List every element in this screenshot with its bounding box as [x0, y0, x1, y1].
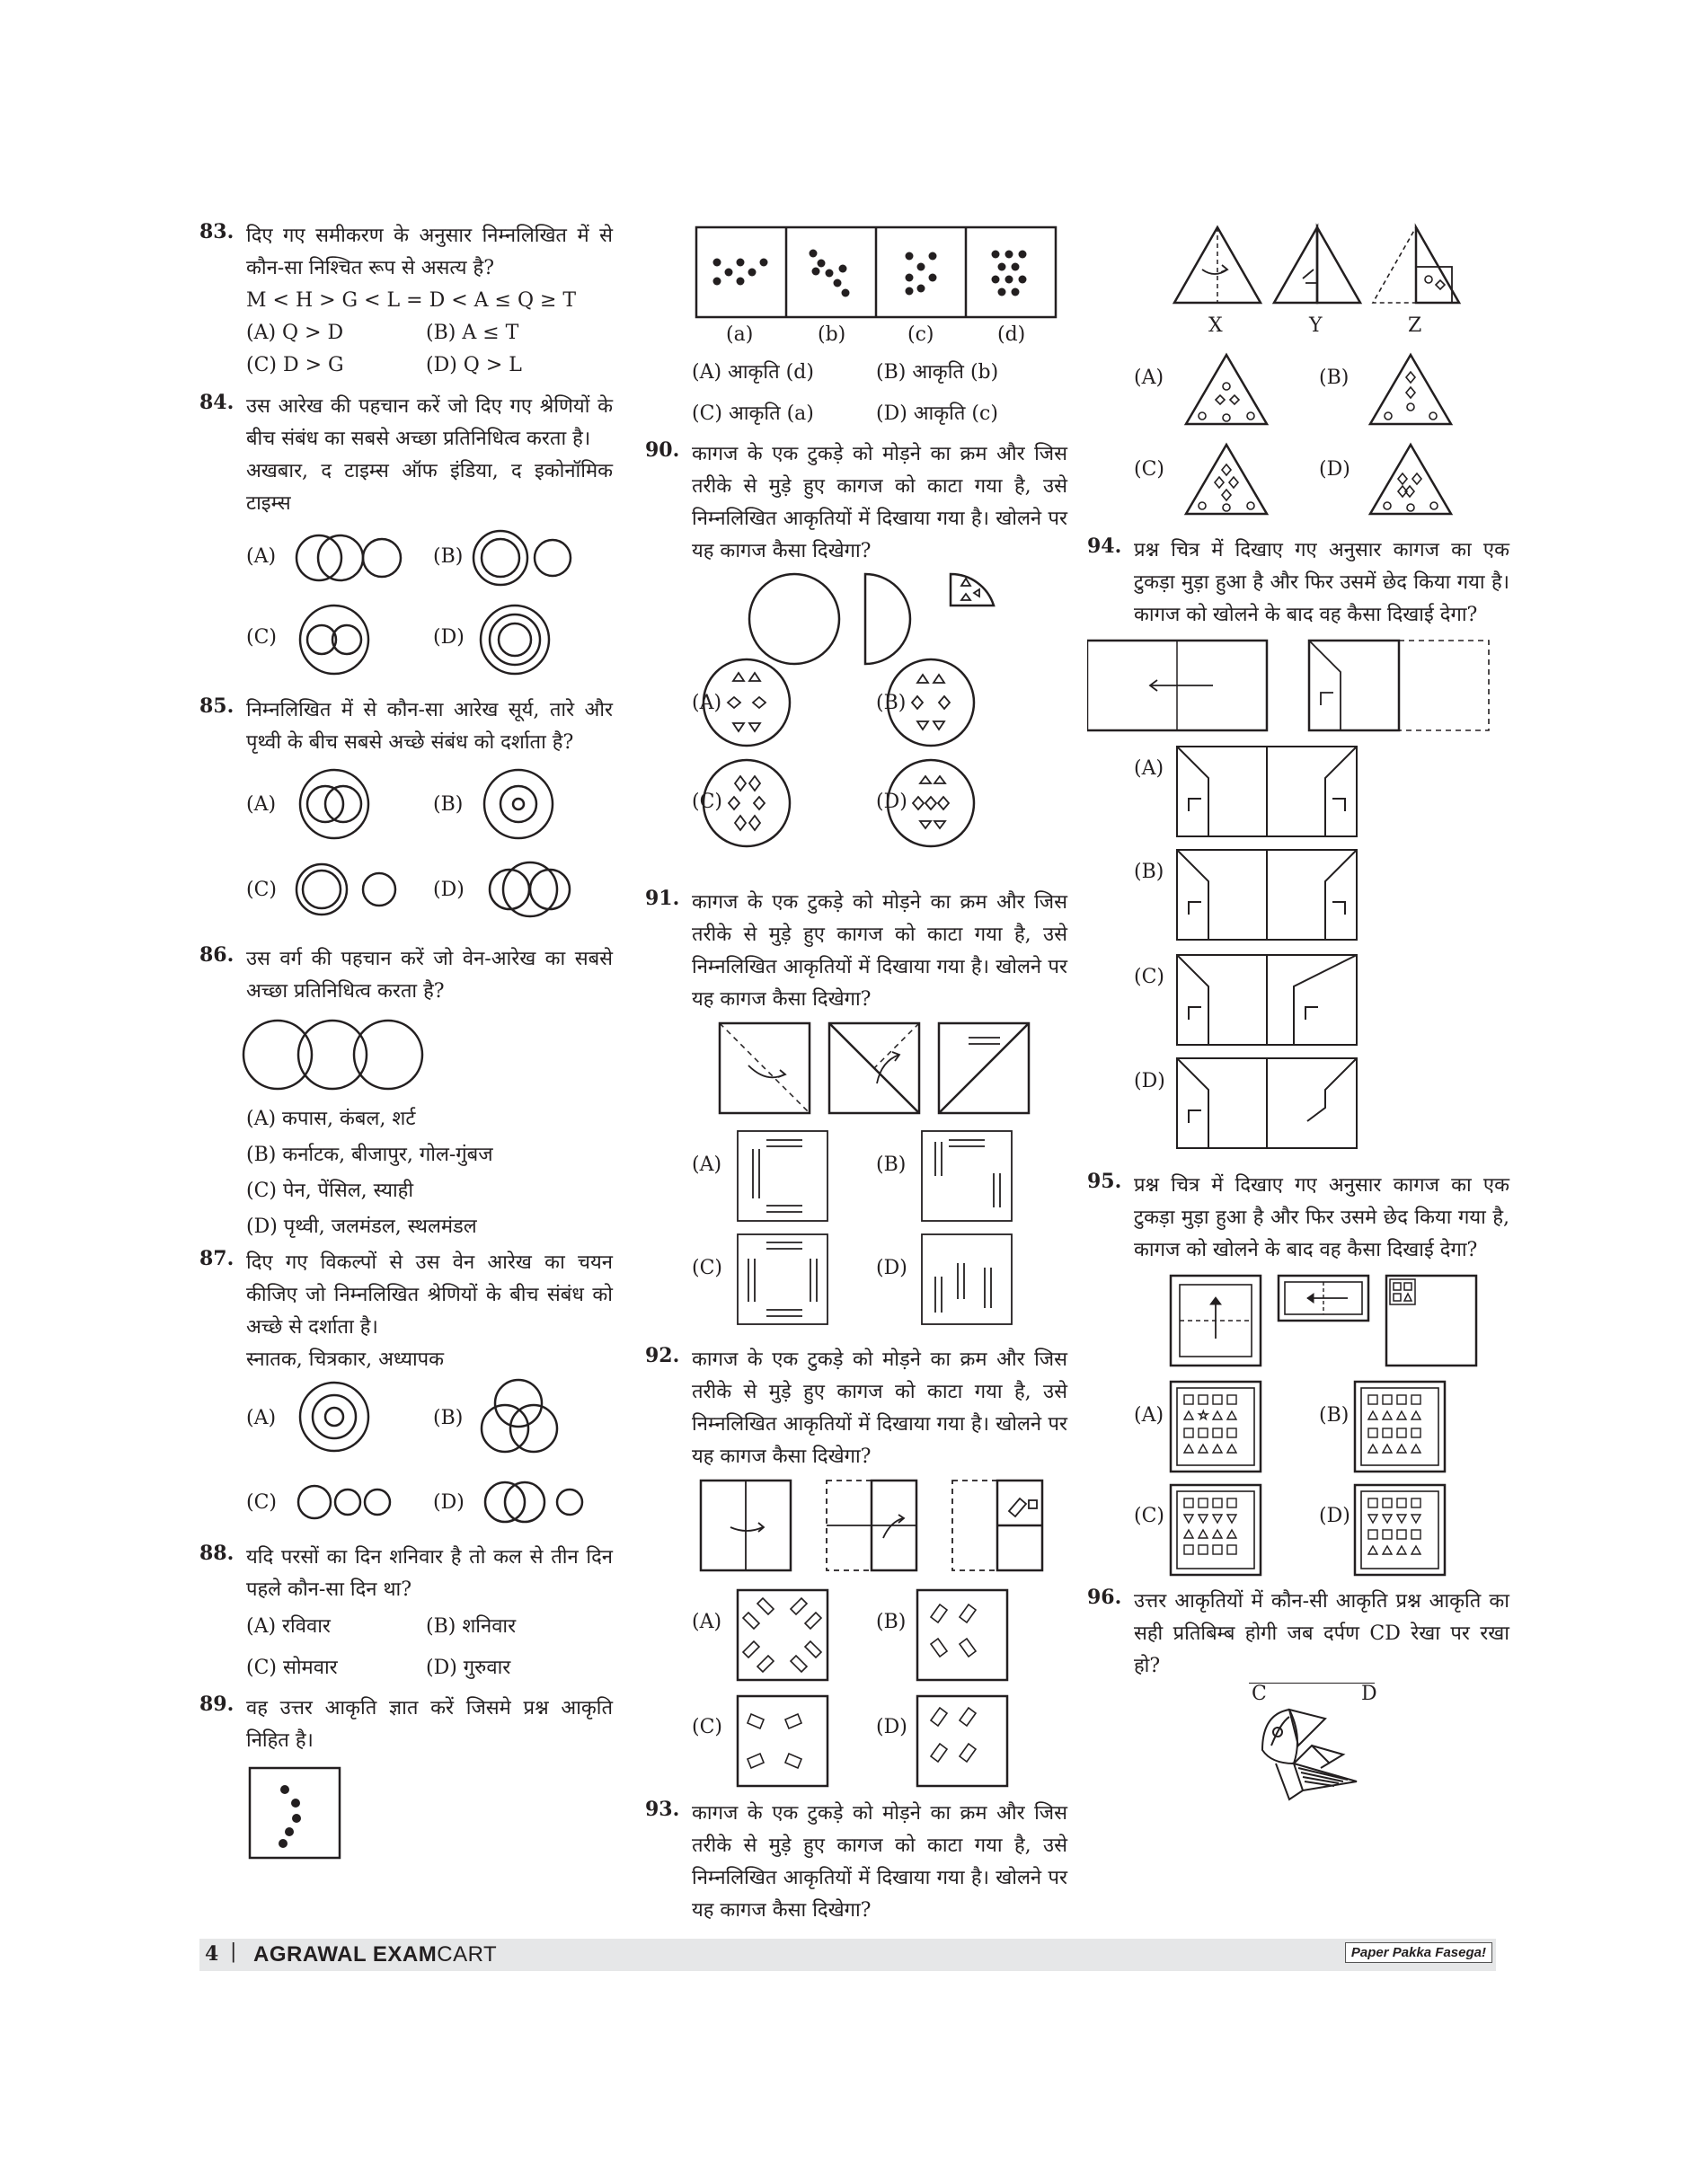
option-label: (A) — [1134, 367, 1164, 389]
paper-fold-92 — [645, 1473, 1067, 1792]
paper-fold-90 — [645, 568, 1067, 878]
fig-label: (d) — [997, 323, 1026, 346]
option-label: (B) — [1134, 861, 1164, 883]
fig-label: (b) — [818, 323, 846, 346]
venn-options-84 — [199, 520, 613, 682]
option-a: (A) Q > D — [246, 322, 344, 344]
fig-label: Z — [1408, 314, 1422, 337]
option-label: (B) — [433, 793, 464, 816]
option-label: (A) — [1134, 1404, 1164, 1427]
q90-figure — [645, 568, 1067, 878]
question-subtext: अखबार, द टाइम्स ऑफ इंडिया, द इकोनॉमिक टाइम्स — [246, 460, 613, 515]
paper-fold-91 — [645, 1016, 1067, 1335]
question-text: निम्नलिखित में से कौन-सा आरेख सूर्य, तारे और पृथ्वी के बीच सबसे अच्छे संबंध को दर्शाता है? — [246, 699, 613, 754]
fig-label: (a) — [726, 323, 754, 346]
brand-part-1: AGRAWAL — [253, 1942, 373, 1967]
option-label: (C) — [246, 626, 277, 649]
option-label: (A) — [692, 1154, 722, 1176]
question-figure-89 — [199, 1763, 613, 1866]
q94-figure — [1087, 632, 1509, 1166]
option-label: (B) — [876, 692, 907, 714]
q95-figure — [1087, 1267, 1509, 1586]
question-subtext: स्नातक, चित्रकार, अध्यापक — [246, 1348, 445, 1371]
option-label: (B) — [876, 1154, 907, 1176]
option-label: (A) — [246, 545, 277, 568]
page-footer — [199, 1939, 1496, 1971]
q96-figure — [1087, 1683, 1509, 1817]
page-number: 4 — [205, 1942, 219, 1966]
option-label: (B) — [876, 1611, 907, 1633]
fig-label: (c) — [907, 323, 934, 346]
option-label: (C) — [692, 1257, 722, 1279]
option-label: (A) — [692, 692, 722, 714]
option-c: (C) D > G — [246, 354, 344, 376]
question-number: 91. — [645, 887, 680, 910]
option-b: (B) कर्नाटक, बीजापुर, गोल-गुंबज — [246, 1144, 493, 1166]
question-text: प्रश्न चित्र में दिखाए गए अनुसार कागज का एक टुकड़ा मुड़ा हुआ है और फिर उसमे छेद किया गया है, कागज को खोलने के बाद वह कैसा दिखाई देगा? — [1134, 1174, 1509, 1261]
mirror-label-d: D — [1361, 1683, 1377, 1705]
option-label: (A) — [246, 793, 277, 816]
question-number: 89. — [199, 1693, 235, 1716]
question-86 — [199, 943, 613, 1245]
option-label: (D) — [433, 879, 465, 901]
question-number: 86. — [199, 943, 235, 967]
footer-divider: | — [230, 1940, 237, 1963]
brand-part-3: CART — [437, 1942, 498, 1967]
brand-logo — [253, 1942, 497, 1967]
option-a: (A) रविवार — [246, 1615, 331, 1638]
question-90 — [645, 438, 1067, 878]
question-number: 88. — [199, 1542, 235, 1565]
svg-text:☆: ☆ — [1198, 1409, 1209, 1423]
answer-figure-strip — [645, 220, 1067, 322]
question-text: उत्तर आकृतियों में कौन-सी आकृति प्रश्न आकृति का सही प्रतिबिम्ब होगी जब दर्पण CD रेखा पर रखा हो? — [1134, 1590, 1509, 1677]
option-label: (C) — [1134, 1505, 1164, 1527]
question-number: 93. — [645, 1798, 680, 1821]
option-label: (C) — [692, 791, 722, 813]
column-2 — [645, 220, 1067, 1927]
option-label: (B) — [433, 545, 464, 568]
question-number: 95. — [1087, 1170, 1122, 1193]
question-text: कागज के एक टुकड़े को मोड़ने का क्रम और जिस तरीके से मुड़े हुए कागज को काटा गया है, उसे निम्नलिखित आकृतियों में दिखाया गया है। खोलने पर यह कागज कैसा दिखेगा? — [692, 1348, 1067, 1468]
question-number: 94. — [1087, 535, 1122, 558]
question-85 — [199, 694, 613, 934]
question-89 — [199, 1693, 613, 1866]
tagline-badge: Paper Pakka Fasega! — [1345, 1942, 1492, 1963]
option-b: (B) A ≤ T — [426, 322, 519, 344]
q91-figure — [645, 1016, 1067, 1335]
option-c: (C) पेन, पेंसिल, स्याही — [246, 1180, 414, 1202]
option-d: (D) Q > L — [426, 354, 522, 376]
option-c: (C) सोमवार — [246, 1657, 338, 1679]
option-label: (D) — [876, 791, 907, 813]
option-label: (D) — [876, 1716, 907, 1738]
q89-answer-figures — [645, 220, 1067, 322]
brand-part-2: EXAM — [372, 1942, 438, 1967]
mirror-label-c: C — [1252, 1683, 1267, 1705]
option-label: (D) — [876, 1257, 907, 1279]
q84-options-figure — [199, 520, 613, 682]
option-b: (B) आकृति (b) — [876, 361, 999, 384]
option-d: (D) गुरुवार — [426, 1657, 511, 1679]
option-label: (C) — [246, 1491, 277, 1514]
column-3 — [1087, 220, 1509, 1817]
paper-fold-95 — [1087, 1267, 1509, 1586]
mirror-question-figure — [1087, 1683, 1509, 1817]
option-a: (A) कपास, कंबल, शर्ट — [246, 1108, 416, 1130]
question-83 — [199, 220, 613, 382]
question-96 — [1087, 1586, 1509, 1817]
question-text: प्रश्न चित्र में दिखाए गए अनुसार कागज का एक टुकड़ा मुड़ा हुआ है और फिर उसमें छेद किया गया है। कागज को खोलने के बाद वह कैसा दिखाई देगा? — [1134, 539, 1509, 626]
question-text: कागज के एक टुकड़े को मोड़ने का क्रम और जिस तरीके से मुड़े हुए कागज को काटा गया है, उसे निम्नलिखित आकृतियों में दिखाया गया है। खोलने पर यह कागज कैसा दिखेगा? — [692, 443, 1067, 562]
question-88 — [199, 1542, 613, 1689]
paper-fold-93 — [1087, 220, 1509, 535]
venn-diagram-86 — [199, 1008, 613, 1101]
option-label: (B) — [433, 1407, 464, 1429]
paper-fold-94 — [1087, 632, 1509, 1166]
option-d: (D) पृथ्वी, जलमंडल, स्थलमंडल — [246, 1216, 477, 1238]
question-number: 96. — [1087, 1586, 1122, 1609]
question-text: उस आरेख की पहचान करें जो दिए गए श्रेणियों के बीच संबंध का सबसे अच्छा प्रतिनिधित्व करता है। — [246, 395, 613, 450]
venn-options-85 — [199, 759, 613, 934]
q85-options-figure — [199, 759, 613, 934]
option-label: (C) — [1134, 966, 1164, 988]
option-label: (B) — [1319, 1404, 1350, 1427]
q93-figure — [1087, 220, 1509, 535]
question-text: कागज के एक टुकड़े को मोड़ने का क्रम और जिस तरीके से मुड़े हुए कागज को काटा गया है, उसे निम्नलिखित आकृतियों में दिखाया गया है। खोलने पर यह कागज कैसा दिखेगा? — [692, 891, 1067, 1011]
question-92 — [645, 1344, 1067, 1792]
question-text: दिए गए विकल्पों से उस वेन आरेख का चयन कीजिए जो निम्नलिखित श्रेणियों के बीच संबंध को अच्छे से दर्शाता है। — [246, 1251, 613, 1339]
option-a: (A) आकृति (d) — [692, 361, 814, 384]
venn-options-87 — [199, 1376, 613, 1536]
question-number: 92. — [645, 1344, 680, 1367]
option-label: (A) — [246, 1407, 277, 1429]
question-94 — [1087, 535, 1509, 1166]
q92-figure — [645, 1473, 1067, 1792]
expression: M < H > G < L = D < A ≤ Q ≥ T — [246, 289, 577, 312]
option-label: (A) — [692, 1611, 722, 1633]
option-label: (C) — [246, 879, 277, 901]
column-1 — [199, 220, 613, 1866]
question-84 — [199, 391, 613, 682]
option-d: (D) आकृति (c) — [876, 402, 998, 425]
q87-options-figure — [199, 1376, 613, 1536]
option-label: (D) — [433, 626, 465, 649]
question-number: 84. — [199, 391, 235, 414]
option-label: (C) — [692, 1716, 722, 1738]
question-93 — [645, 1798, 1067, 1927]
question-95 — [1087, 1170, 1509, 1586]
question-text: कागज के एक टुकड़े को मोड़ने का क्रम और जिस तरीके से मुड़े हुए कागज को काटा गया है, उसे निम्नलिखित आकृतियों में दिखाया गया है। खोलने पर यह कागज कैसा दिखेगा? — [692, 1802, 1067, 1922]
question-number: 85. — [199, 694, 235, 718]
option-label: (D) — [433, 1491, 465, 1514]
option-label: (C) — [1134, 458, 1164, 481]
question-91 — [645, 887, 1067, 1335]
question-text: यदि परसों का दिन शनिवार है तो कल से तीन दिन पहले कौन-सा दिन था? — [246, 1546, 613, 1601]
question-number: 83. — [199, 220, 235, 243]
option-label: (B) — [1319, 367, 1350, 389]
option-label: (D) — [1319, 458, 1350, 481]
option-b: (B) शनिवार — [426, 1615, 517, 1638]
option-label: (A) — [1134, 757, 1164, 780]
fig-label: Y — [1309, 314, 1323, 337]
question-number: 90. — [645, 438, 680, 462]
option-c: (C) आकृति (a) — [692, 402, 814, 425]
option-label: (D) — [1134, 1070, 1165, 1092]
question-number: 87. — [199, 1247, 235, 1270]
question-text: वह उत्तर आकृति ज्ञात करें जिसमे प्रश्न आकृति निहित है। — [246, 1697, 613, 1752]
fig-label: X — [1208, 314, 1223, 337]
question-87 — [199, 1247, 613, 1536]
question-text: दिए गए समीकरण के अनुसार निम्नलिखित में से कौन-सा निश्चित रूप से असत्य है? — [246, 225, 613, 279]
question-text: उस वर्ग की पहचान करें जो वेन-आरेख का सबसे अच्छा प्रतिनिधित्व करता है? — [246, 948, 613, 1003]
option-label: (D) — [1319, 1505, 1350, 1527]
